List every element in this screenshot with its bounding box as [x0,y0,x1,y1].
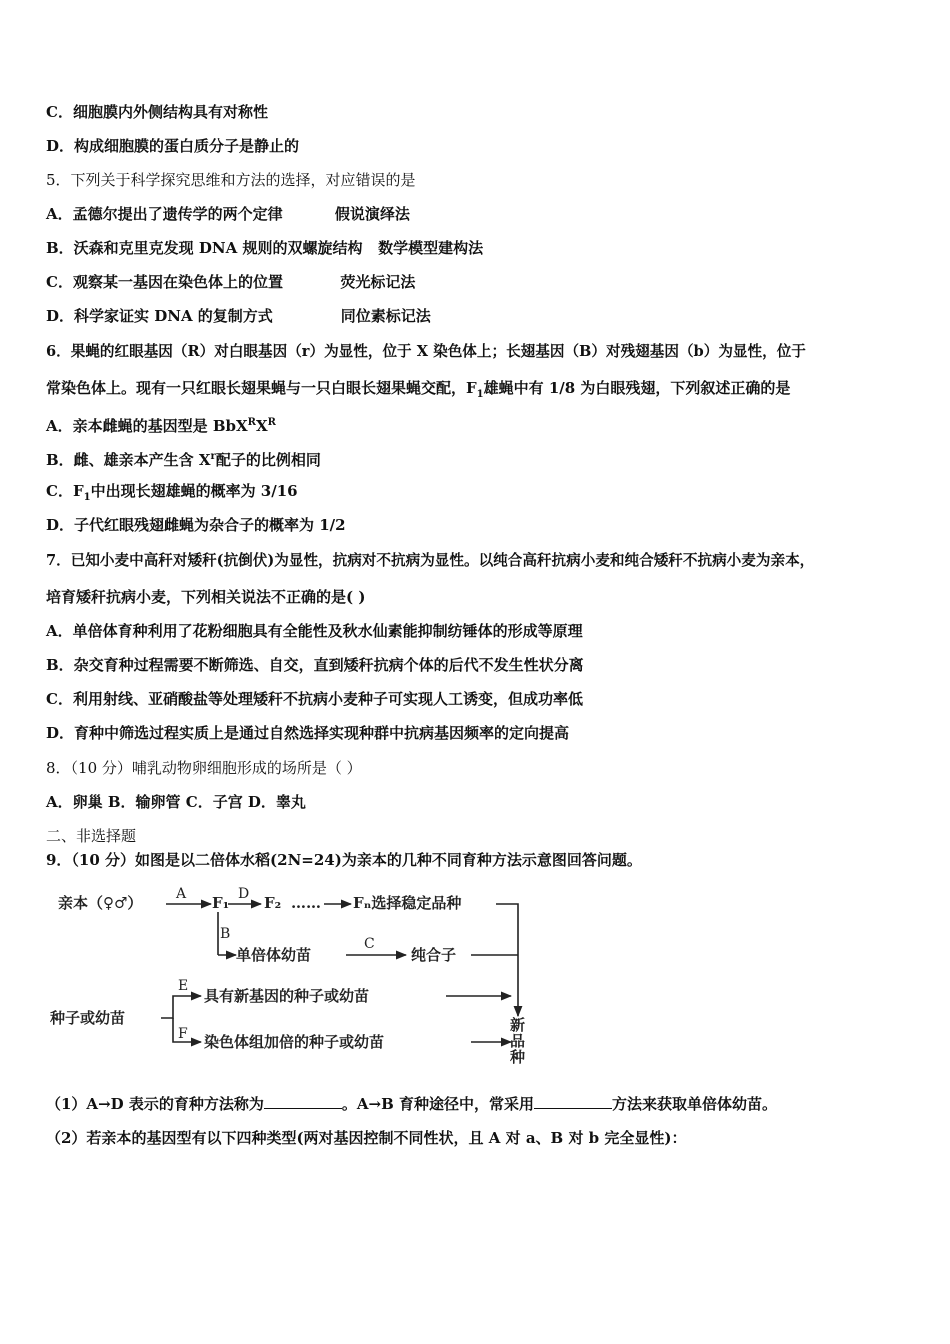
q6-stem-line1 [46,342,806,362]
q7-option-a: A．单倍体育种利用了花粉细胞具有全能性及秋水仙素能抑制纺锤体的形成等原理 [46,622,583,640]
q9-stem: 9．（10 分）如图是以二倍体水稻(2N=24)为亲本的几种不同育种方法示意图回答问题。 [46,851,642,869]
q5-option-a: A．孟德尔提出了遗传学的两个定律 假说演绎法 [46,205,410,223]
q6-c-pre: C．F [46,482,84,500]
q6-c-sub: 1 [83,492,91,503]
label-e: E [178,978,189,994]
label-haploid: 单倍体幼苗 [236,946,312,964]
q6-stem1-text: 6．果蝇的红眼基因（R）对白眼基因（r）为显性，位于 X 染色体上；长翅基因（B）对残翅基因（b）为显性，位于 [46,343,806,360]
label-c: C [364,936,375,952]
label-d: D [238,886,250,902]
label-new-2: 品 [510,1032,526,1050]
breeding-diagram [46,880,546,1070]
label-f: F [178,1026,188,1042]
q5-option-d: D．科学家证实 DNA 的复制方式 同位素标记法 [46,307,431,325]
q6-option-a [46,413,276,436]
q7-stem-line1: 7．已知小麦中高秆对矮秆(抗倒伏)为显性，抗病对不抗病为显性。以纯合高秆抗病小麦和纯合矮秆不抗病小麦为亲本， [46,552,815,569]
parent-label: 亲本（♀♂） [58,894,143,912]
q6-a-sup1: R [247,417,256,428]
label-a: A [176,886,187,902]
label-new-3: 种 [510,1048,526,1066]
section-heading: 二、非选择题 [46,827,137,845]
q4-option-c: C．细胞膜内外侧结构具有对称性 [46,103,268,121]
q5-stem: 5．下列关于科学探究思维和方法的选择，对应错误的是 [46,171,416,189]
q7-option-c: C．利用射线、亚硝酸盐等处理矮秆不抗病小麦种子可实现人工诱变，但成功率低 [46,690,583,708]
q6-b-pre: B．雌、雄亲本产生含 X [46,451,211,469]
q9-part2: （2）若亲本的基因型有以下四种类型(两对基因控制不同性状，且 A 对 a、B 对 b 完全显性)： [46,1129,687,1147]
q6-b-sup: r [210,451,216,462]
answer-blank-2 [534,1094,612,1109]
label-f1: F₁ [212,894,230,912]
label-f2: F₂ [264,894,282,912]
q6-c-post: 中出现长翅雄蝇的概率为 3/16 [90,482,298,500]
q6-a-sup2: R [267,417,276,428]
label-pure: 纯合子 [411,946,457,964]
q6-a-pre: A．亲本雌蝇的基因型是 BbX [46,417,248,435]
q9-p1-a: （1）A→D 表示的育种方法称为 [46,1095,264,1113]
label-doubled: 染色体组加倍的种子或幼苗 [204,1033,385,1051]
label-fn: Fₙ选择稳定品种 [353,894,462,912]
q9-p1-c: 方法来获取单倍体幼苗。 [611,1095,777,1113]
arrow-e [161,996,201,1018]
q6-option-c [46,481,298,508]
label-newgene: 具有新基因的种子或幼苗 [204,987,370,1005]
label-b: B [220,926,231,942]
label-new-1: 新 [510,1016,526,1034]
q6-stem2b: 雄蝇中有 1/8 为白眼残翅，下列叙述正确的是 [483,379,791,397]
q5-option-b: B．沃森和克里克发现 DNA 规则的双螺旋结构 数学模型建构法 [46,239,484,257]
q8-stem: 8．（10 分）哺乳动物卵细胞形成的场所是（ ） [46,759,362,777]
q6-b-post: 配子的比例相同 [215,451,321,469]
connector-fn [496,904,518,955]
q8-options: A．卵巢 B．输卵管 C．子宫 D．睾丸 [46,793,306,811]
q6-stem2-sub: 1 [476,389,484,400]
q6-stem-line2 [46,378,790,405]
q6-a-mid: X [255,417,268,435]
q6-option-b [46,447,321,470]
q6-option-d: D．子代红眼残翅雌蝇为杂合子的概率为 1/2 [46,516,346,534]
label-seed: 种子或幼苗 [50,1009,126,1027]
q5-option-c: C．观察某一基因在染色体上的位置 荧光标记法 [46,273,416,291]
q4-option-d: D．构成细胞膜的蛋白质分子是静止的 [46,137,300,155]
q7-option-b: B．杂交育种过程需要不断筛选、自交，直到矮秆抗病个体的后代不发生性状分离 [46,656,584,674]
q7-option-d: D．育种中筛选过程实质上是通过自然选择实现种群中抗病基因频率的定向提高 [46,724,570,742]
q6-stem2a: 常染色体上。现有一只红眼长翅果蝇与一只白眼长翅果蝇交配，F [46,379,477,397]
q9-part1 [46,1094,777,1114]
q7-stem-line2: 培育矮秆抗病小麦，下列相关说法不正确的是( ) [46,588,366,606]
answer-blank-1 [264,1094,342,1109]
q9-p1-b: 。A→B 育种途径中，常采用 [341,1095,534,1113]
label-dots: …… [291,894,321,912]
